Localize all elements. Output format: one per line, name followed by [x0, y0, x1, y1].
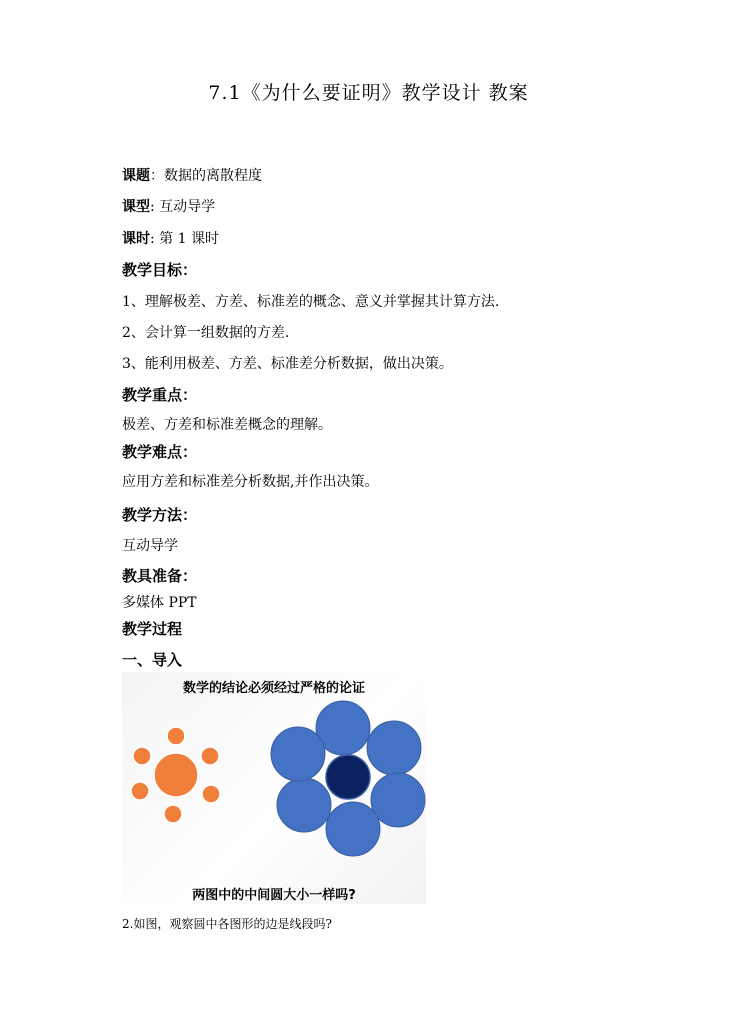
tools-heading: 教具准备：: [122, 567, 198, 585]
key-points-heading: 教学重点：: [122, 386, 198, 404]
intro-heading: 一、导入: [122, 651, 183, 669]
difficulty-heading: 教学难点：: [122, 443, 198, 461]
ebbinghaus-illusion-figure: [122, 672, 426, 904]
figure-drawing: [122, 672, 426, 904]
goal-item-1: 1、理解极差、方差、标准差的概念、意义并掌握其计算方法.: [122, 294, 500, 310]
method-heading: 教学方法：: [122, 506, 198, 524]
type-value: : 互动导学: [150, 199, 216, 215]
right-surround-circle: [367, 721, 421, 775]
left-small-circle: [201, 747, 219, 765]
figure-caption-top: 数学的结论必须经过严格的论证: [182, 681, 365, 696]
period-line: [122, 228, 219, 248]
left-small-circle: [164, 805, 182, 823]
process-heading: 教学过程: [122, 620, 183, 638]
period-value: : 第 1 课时: [150, 231, 219, 247]
key-points-text: 极差、方差和标准差概念的理解。: [122, 417, 332, 433]
goals-heading: 教学目标：: [122, 261, 198, 279]
period-label: 课时: [122, 231, 150, 247]
difficulty-text: 应用方差和标准差分析数据,并作出决策。: [122, 474, 379, 490]
type-label: 课型: [122, 199, 150, 215]
topic-line: [122, 165, 262, 185]
goal-item-3: 3、能利用极差、方差、标准差分析数据，做出决策。: [122, 356, 453, 372]
right-surround-circle: [271, 727, 325, 781]
document-title: 7.1《为什么要证明》教学设计 教案: [208, 82, 529, 104]
left-small-circle: [167, 727, 185, 745]
left-small-circle: [133, 747, 151, 765]
figure-caption-bottom: 两图中的中间圆大小一样吗?: [192, 888, 356, 903]
method-text: 互动导学: [122, 538, 178, 554]
right-surround-circle: [326, 802, 380, 856]
tools-text: 多媒体 PPT: [122, 595, 197, 611]
topic-value: ：数据的离散程度: [150, 168, 262, 184]
goal-item-2: 2、会计算一组数据的方差.: [122, 325, 290, 341]
left-small-circle: [202, 785, 220, 803]
type-line: [122, 196, 215, 216]
right-center-circle: [326, 755, 370, 799]
question-2: 2.如图，观察圆中各图形的边是线段吗?: [122, 917, 332, 931]
right-surround-circle: [277, 778, 331, 832]
left-center-circle: [154, 753, 198, 797]
left-small-circle: [131, 782, 149, 800]
topic-label: 课题: [122, 168, 150, 184]
right-surround-circle: [371, 773, 425, 827]
